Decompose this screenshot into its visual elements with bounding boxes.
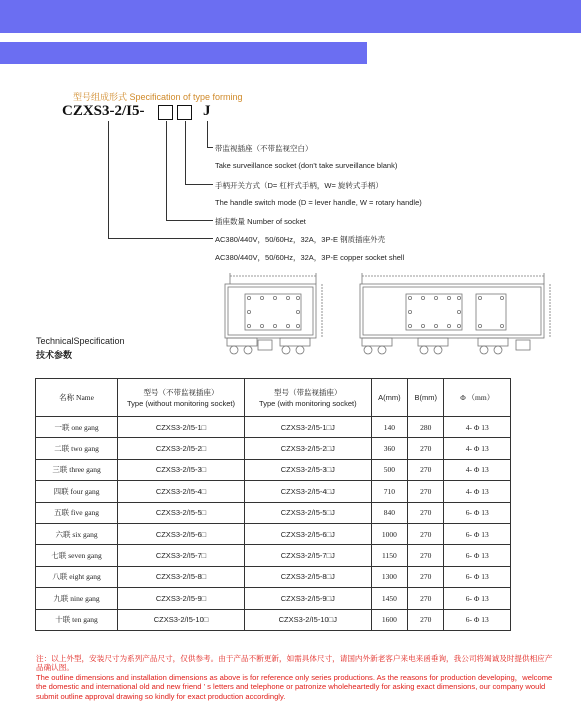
cell-type-with-monitor: CZXS3-2/I5-10□J: [244, 609, 371, 630]
table-row: [36, 588, 511, 609]
table-row: [36, 609, 511, 630]
section-title-zh: 技术参数: [36, 350, 73, 360]
leader-line-box1-vertical: [166, 121, 167, 220]
header-name: 名称 Name: [36, 379, 118, 417]
cell-a: 140: [371, 417, 407, 438]
cell-b: 270: [408, 566, 444, 587]
disclaimer-note: [36, 654, 556, 701]
leader-line-code-horizontal: [108, 238, 213, 239]
outline-drawing-right: [358, 270, 558, 362]
cell-name: 六联 six gang: [36, 523, 118, 544]
cell-type-without-monitor: CZXS3-2/I5-1□: [118, 417, 245, 438]
cell-b: 280: [408, 417, 444, 438]
cell-name: 四联 four gang: [36, 481, 118, 502]
cell-b: 270: [408, 523, 444, 544]
header-a: A(mm): [371, 379, 407, 417]
disclaimer-note-zh: 注：以上外型，安装尺寸为系列产品尺寸，仅供参考。由于产品不断更新，如需具体尺寸，请国内外新老客户来电来函垂询，我公司将竭诚及时提供相应产品确认图。: [36, 654, 553, 673]
cell-name: 二联 two gang: [36, 438, 118, 459]
cell-type-without-monitor: CZXS3-2/I5-3□: [118, 459, 245, 480]
cell-type-with-monitor: CZXS3-2/I5-6□J: [244, 523, 371, 544]
cell-type-without-monitor: CZXS3-2/I5-5□: [118, 502, 245, 523]
cell-type-with-monitor: CZXS3-2/I5-1□J: [244, 417, 371, 438]
leader-line-j-vertical: [207, 121, 208, 147]
cell-a: 840: [371, 502, 407, 523]
cell-type-with-monitor: CZXS3-2/I5-2□J: [244, 438, 371, 459]
cell-phi: 6- Φ 13: [444, 609, 511, 630]
leader-line-box2-vertical: [185, 121, 186, 184]
cell-phi: 4- Φ 13: [444, 459, 511, 480]
cell-a: 710: [371, 481, 407, 502]
table-row: [36, 459, 511, 480]
spec-table: [35, 378, 511, 631]
header-type-with-monitor-en: Type (with monitoring socket): [259, 398, 357, 408]
table-row: [36, 545, 511, 566]
cell-a: 1150: [371, 545, 407, 566]
leader-line-code-vertical: [108, 121, 109, 238]
header-b: B(mm): [408, 379, 444, 417]
cell-type-without-monitor: CZXS3-2/I5-4□: [118, 481, 245, 502]
header-type-without-monitor: [118, 379, 245, 417]
table-row: [36, 566, 511, 587]
cell-type-without-monitor: CZXS3-2/I5-2□: [118, 438, 245, 459]
cell-a: 1600: [371, 609, 407, 630]
table-row: [36, 417, 511, 438]
header-phi: Φ （mm）: [444, 379, 511, 417]
cell-b: 270: [408, 481, 444, 502]
cell-a: 1450: [371, 588, 407, 609]
cell-name: 一联 one gang: [36, 417, 118, 438]
table-header-row: [36, 379, 511, 417]
cell-phi: 6- Φ 13: [444, 523, 511, 544]
cell-name: 八联 eight gang: [36, 566, 118, 587]
cell-b: 270: [408, 588, 444, 609]
header-type-without-monitor-zh: 型号（不带监视插座）: [143, 387, 219, 397]
cell-type-without-monitor: CZXS3-2/I5-9□: [118, 588, 245, 609]
cell-a: 1300: [371, 566, 407, 587]
cell-type-with-monitor: CZXS3-2/I5-9□J: [244, 588, 371, 609]
legend-handle-mode-en: The handle switch mode (D = lever handle, W = rotary handle): [215, 198, 422, 207]
legend-shell-zh: AC380/440V，50/60Hz，32A，3P-E 钢质插座外壳: [215, 235, 386, 244]
cell-name: 十联 ten gang: [36, 609, 118, 630]
cell-b: 270: [408, 609, 444, 630]
cell-name: 七联 seven gang: [36, 545, 118, 566]
table-row: [36, 481, 511, 502]
model-blank-box-1: [158, 105, 173, 120]
cell-name: 五联 five gang: [36, 502, 118, 523]
cell-type-without-monitor: CZXS3-2/I5-6□: [118, 523, 245, 544]
cell-type-with-monitor: CZXS3-2/I5-3□J: [244, 459, 371, 480]
cell-phi: 6- Φ 13: [444, 545, 511, 566]
cell-name: 三联 three gang: [36, 459, 118, 480]
legend-shell-en: AC380/440V，50/60Hz，32A，3P-E copper socket shell: [215, 253, 405, 262]
legend-monitor-socket-en: Take surveillance socket (don't take surveillance blank): [215, 161, 398, 170]
disclaimer-note-en: The outline dimensions and installation dimensions as above is for reference only series productions. As the reasons for production developing，welcome the domestic and international old and new friend ' s letters and telephone or patronize wholeheartedly for asking exact dimensions, our company would submit outline approval drawing so kindly for exact production accordingly.: [36, 672, 553, 701]
model-suffix: J: [203, 103, 211, 119]
cell-phi: 6- Φ 13: [444, 588, 511, 609]
cell-a: 360: [371, 438, 407, 459]
cell-phi: 4- Φ 13: [444, 438, 511, 459]
leader-line-box2-horizontal: [185, 184, 213, 185]
section-banner: [0, 42, 367, 64]
cell-b: 270: [408, 502, 444, 523]
model-code: CZXS3-2/I5-: [62, 103, 145, 119]
table-row: [36, 523, 511, 544]
cell-type-with-monitor: CZXS3-2/I5-7□J: [244, 545, 371, 566]
cell-name: 九联 nine gang: [36, 588, 118, 609]
cell-phi: 4- Φ 13: [444, 417, 511, 438]
cell-phi: 6- Φ 13: [444, 566, 511, 587]
cell-type-without-monitor: CZXS3-2/I5-8□: [118, 566, 245, 587]
model-blank-box-2: [177, 105, 192, 120]
cell-b: 270: [408, 438, 444, 459]
cell-a: 1000: [371, 523, 407, 544]
table-row: [36, 502, 511, 523]
outline-drawing-left: [220, 270, 332, 362]
leader-line-box1-horizontal: [166, 220, 213, 221]
cell-b: 270: [408, 459, 444, 480]
header-type-without-monitor-en: Type (without monitoring socket): [127, 398, 235, 408]
cell-type-without-monitor: CZXS3-2/I5-10□: [118, 609, 245, 630]
header-type-with-monitor-zh: 型号（带监视插座）: [274, 387, 342, 397]
header-type-with-monitor: [244, 379, 371, 417]
cell-type-with-monitor: CZXS3-2/I5-8□J: [244, 566, 371, 587]
spec-title: 型号组成形式 Specification of type forming: [73, 92, 243, 102]
section-title-en: TechnicalSpecification: [36, 336, 125, 346]
legend-handle-mode-zh: 手柄开关方式（D= 杠杆式手柄，W= 旋转式手柄）: [215, 181, 383, 190]
cell-b: 270: [408, 545, 444, 566]
cell-phi: 4- Φ 13: [444, 481, 511, 502]
cell-type-with-monitor: CZXS3-2/I5-5□J: [244, 502, 371, 523]
top-banner: [0, 0, 581, 33]
cell-type-without-monitor: CZXS3-2/I5-7□: [118, 545, 245, 566]
cell-type-with-monitor: CZXS3-2/I5-4□J: [244, 481, 371, 502]
table-row: [36, 438, 511, 459]
cell-phi: 6- Φ 13: [444, 502, 511, 523]
leader-line-j-horizontal: [207, 147, 213, 148]
cell-a: 500: [371, 459, 407, 480]
legend-monitor-socket-zh: 带监视插座（不带监视空白）: [215, 144, 313, 153]
legend-socket-number: 插座数量 Number of socket: [215, 217, 306, 226]
